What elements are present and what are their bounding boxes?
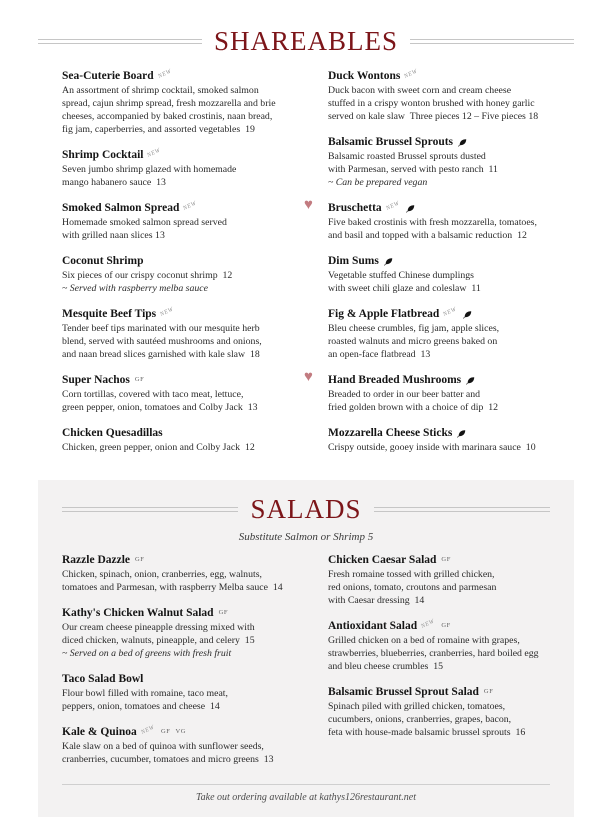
new-item-icon: NEW [385,200,401,212]
item-description-line: Balsamic roasted Brussel sprouts dusted [328,151,486,162]
item-note: ~ Served on a bed of greens with fresh fruit [62,648,232,659]
menu-item [62,69,302,136]
gluten-free-marker: GF [441,622,451,629]
menu-item [62,373,302,414]
vegan-marker: VG [175,728,187,735]
item-name: Chicken Quesadillas [62,427,163,439]
menu-column [62,553,302,778]
item-description-line: fig jam, caperberries, and assorted vegetables 19 [62,124,255,135]
item-description-line: served on kale slaw Three pieces 12 – Five pieces 18 [328,111,539,122]
menu-item [62,606,302,660]
item-name-row [328,426,568,441]
section-columns [38,553,574,778]
section-columns [38,69,574,466]
menu-item [62,553,302,594]
menu-item [328,553,568,607]
item-description-line: Kale slaw on a bed of quinoa with sunflower seeds, [62,741,264,752]
item-name: Coconut Shrimp [62,255,144,267]
item-name: Razzle Dazzle [62,554,131,566]
item-name: Balsamic Brussel Sprouts [328,136,454,148]
item-description-line: fried golden brown with a choice of dip 12 [328,402,499,413]
item-name-row [62,201,302,216]
item-name-row [328,307,568,322]
item-name: Hand Breaded Mushrooms [328,374,462,386]
gluten-free-marker: GF [134,376,145,383]
item-name: Super Nachos [62,374,130,386]
new-item-icon: NEW [182,200,199,212]
menu-item [328,619,568,673]
menu-item [62,201,302,242]
item-name: Taco Salad Bowl [62,673,144,685]
item-name-row [328,254,568,269]
item-name-row [62,725,302,740]
footer-note: Take out ordering available at kathys126restaurant.net [62,784,550,817]
item-name-row [62,373,302,388]
item-description-line: cheeses, accompanied by baked crostinis, naan bread, [62,111,273,122]
new-item-icon: NEW [420,618,436,630]
section-header [38,26,574,57]
item-description-line: Corn tortillas, covered with taco meat, lettuce, [62,389,244,400]
menu-sections [0,26,612,817]
new-item-icon: NEW [403,68,420,80]
item-description-line: stuffed in a crispy wonton brushed with honey garlic [328,98,535,109]
item-description-line: diced chicken, walnuts, pineapple, and celery 15 [62,635,255,646]
new-item-icon: NEW [157,68,173,80]
new-item-icon: NEW [146,147,163,159]
section-title: SHAREABLES [213,26,399,56]
leaf-icon [384,257,393,266]
item-name-row [328,619,568,634]
item-name-row [62,672,302,687]
item-description-line: Seven jumbo shrimp glazed with homemade [62,164,237,175]
menu-item [328,307,568,361]
double-rule-right [374,507,550,512]
item-description-line: an open-face flatbread 13 [328,349,431,360]
item-name: Sea-Cuterie Board [62,70,154,82]
item-name-row [328,373,568,388]
leaf-icon [457,429,466,438]
menu-item [328,254,568,295]
menu-item [62,672,302,713]
menu-item [328,69,568,123]
item-name: Balsamic Brussel Sprout Salad [328,686,479,698]
gluten-free-marker: GF [135,556,145,563]
menu-item [62,426,302,454]
heart-icon: ♥ [304,197,313,213]
item-description-line: strawberries, blueberries, cranberries, hard boiled egg [328,648,539,659]
menu-column [304,68,568,466]
item-description-line: with Parmesan, served with pesto ranch 11 [328,164,498,175]
item-description-line: and naan bread slices garnished with kale slaw 18 [62,349,260,360]
item-description-line: Six pieces of our crispy coconut shrimp 12 [62,270,233,281]
gluten-free-marker: GF [160,728,171,735]
leaf-icon [406,204,415,213]
item-name-row [62,254,302,269]
menu-item [304,369,568,414]
item-name-row [328,135,568,150]
gluten-free-marker: GF [441,556,451,563]
menu-item [62,148,302,189]
item-description-line: Duck bacon with sweet corn and cream cheese [328,85,512,96]
section-header [62,494,550,525]
menu-item [62,307,302,361]
item-description-line: spread, cajun shrimp spread, fresh mozzarella and brie [62,98,276,109]
double-rule-left [38,39,202,44]
item-description-line: peppers, onion, tomatoes and cheese 14 [62,701,220,712]
menu-item [328,135,568,189]
item-name: Dim Sums [328,255,379,267]
item-description-line: with Caesar dressing 14 [328,595,425,606]
item-description-line: roasted walnuts and micro greens baked on [328,336,498,347]
item-description-line: Chicken, green pepper, onion and Colby Jack 12 [62,442,255,453]
item-name: Mesquite Beef Tips [62,308,157,320]
item-description-line: and basil and topped with a balsamic reduction 12 [328,230,527,241]
item-name: Antioxidant Salad [328,620,418,632]
new-item-icon: NEW [442,306,459,318]
leaf-icon [466,376,475,385]
item-description-line: mango habanero sauce 13 [62,177,166,188]
item-description-line: feta with house-made balsamic brussel sprouts 16 [328,727,526,738]
item-name: Fig & Apple Flatbread [328,308,440,320]
item-name: Duck Wontons [328,70,401,82]
section-subtitle: Substitute Salmon or Shrimp 5 [238,531,374,543]
menu-item [62,254,302,295]
new-item-icon: NEW [159,306,175,318]
gluten-free-marker: GF [483,688,494,695]
item-description-line: An assortment of shrimp cocktail, smoked salmon [62,85,259,96]
item-description-line: Grilled chicken on a bed of romaine with grapes, [328,635,520,646]
item-description-line: and bleu cheese crumbles 15 [328,661,444,672]
heart-icon: ♥ [304,369,313,385]
leaf-icon [463,310,472,319]
item-name-row [328,201,568,216]
item-note: ~ Can be prepared vegan [328,177,428,188]
item-name-row [62,553,302,568]
gluten-free-marker: GF [218,609,229,616]
menu-column [62,69,302,466]
section-shareables [0,26,612,466]
item-name-row [62,307,302,322]
item-name-row [62,426,302,441]
item-description-line: Breaded to order in our beer batter and [328,389,481,400]
item-description-line: cucumbers, onions, cranberries, grapes, bacon, [328,714,512,725]
item-name-row [62,606,302,621]
item-name-row [62,148,302,163]
item-description-line: with sweet chili glaze and coleslaw 11 [328,283,481,294]
item-note: ~ Served with raspberry melba sauce [62,283,208,294]
section-salads [38,480,574,817]
item-name-row [328,69,568,84]
item-name: Mozzarella Cheese Sticks [328,427,453,439]
item-description-line: Flour bowl filled with romaine, taco meat, [62,688,228,699]
item-name: Chicken Caesar Salad [328,554,437,566]
leaf-icon [458,138,467,147]
item-description-line: with grilled naan slices 13 [62,230,165,241]
menu-item [328,426,568,454]
item-name: Smoked Salmon Spread [62,202,180,214]
menu-item [304,197,568,242]
menu-item [62,725,302,766]
item-name: Bruschetta [328,202,382,214]
item-description-line: Fresh romaine tossed with grilled chicken, [328,569,495,580]
item-name: Kale & Quinoa [62,726,137,738]
new-item-icon: NEW [140,724,156,736]
section-title: SALADS [250,494,362,524]
item-description-line: Bleu cheese crumbles, fig jam, apple slices, [328,323,500,334]
item-description-line: red onions, tomato, croutons and parmesan [328,582,497,593]
item-name-row [62,69,302,84]
item-name: Shrimp Cocktail [62,149,144,161]
item-description-line: Spinach piled with grilled chicken, tomatoes, [328,701,506,712]
item-name-row [328,685,568,700]
item-description-line: Crispy outside, gooey inside with marinara sauce 10 [328,442,536,453]
item-description-line: Tender beef tips marinated with our mesquite herb [62,323,260,334]
item-description-line: Five baked crostinis with fresh mozzarella, tomatoes, [328,217,537,228]
double-rule-right [410,39,574,44]
item-description-line: green pepper, onion, tomatoes and Colby Jack 13 [62,402,258,413]
item-description-line: blend, served with sautéed mushrooms and onions, [62,336,262,347]
item-description-line: Chicken, spinach, onion, cranberries, egg, walnuts, [62,569,262,580]
item-description-line: Vegetable stuffed Chinese dumplings [328,270,474,281]
item-description-line: Homemade smoked salmon spread served [62,217,227,228]
item-name: Kathy's Chicken Walnut Salad [62,607,214,619]
double-rule-left [62,507,238,512]
menu-column [328,553,568,778]
item-description-line: Our cream cheese pineapple dressing mixed with [62,622,255,633]
item-description-line: cranberries, cucumber, tomatoes and micro greens 13 [62,754,274,765]
item-name-row [328,553,568,568]
item-description-line: tomatoes and Parmesan, with raspberry Melba sauce 14 [62,582,283,593]
menu-item [328,685,568,739]
